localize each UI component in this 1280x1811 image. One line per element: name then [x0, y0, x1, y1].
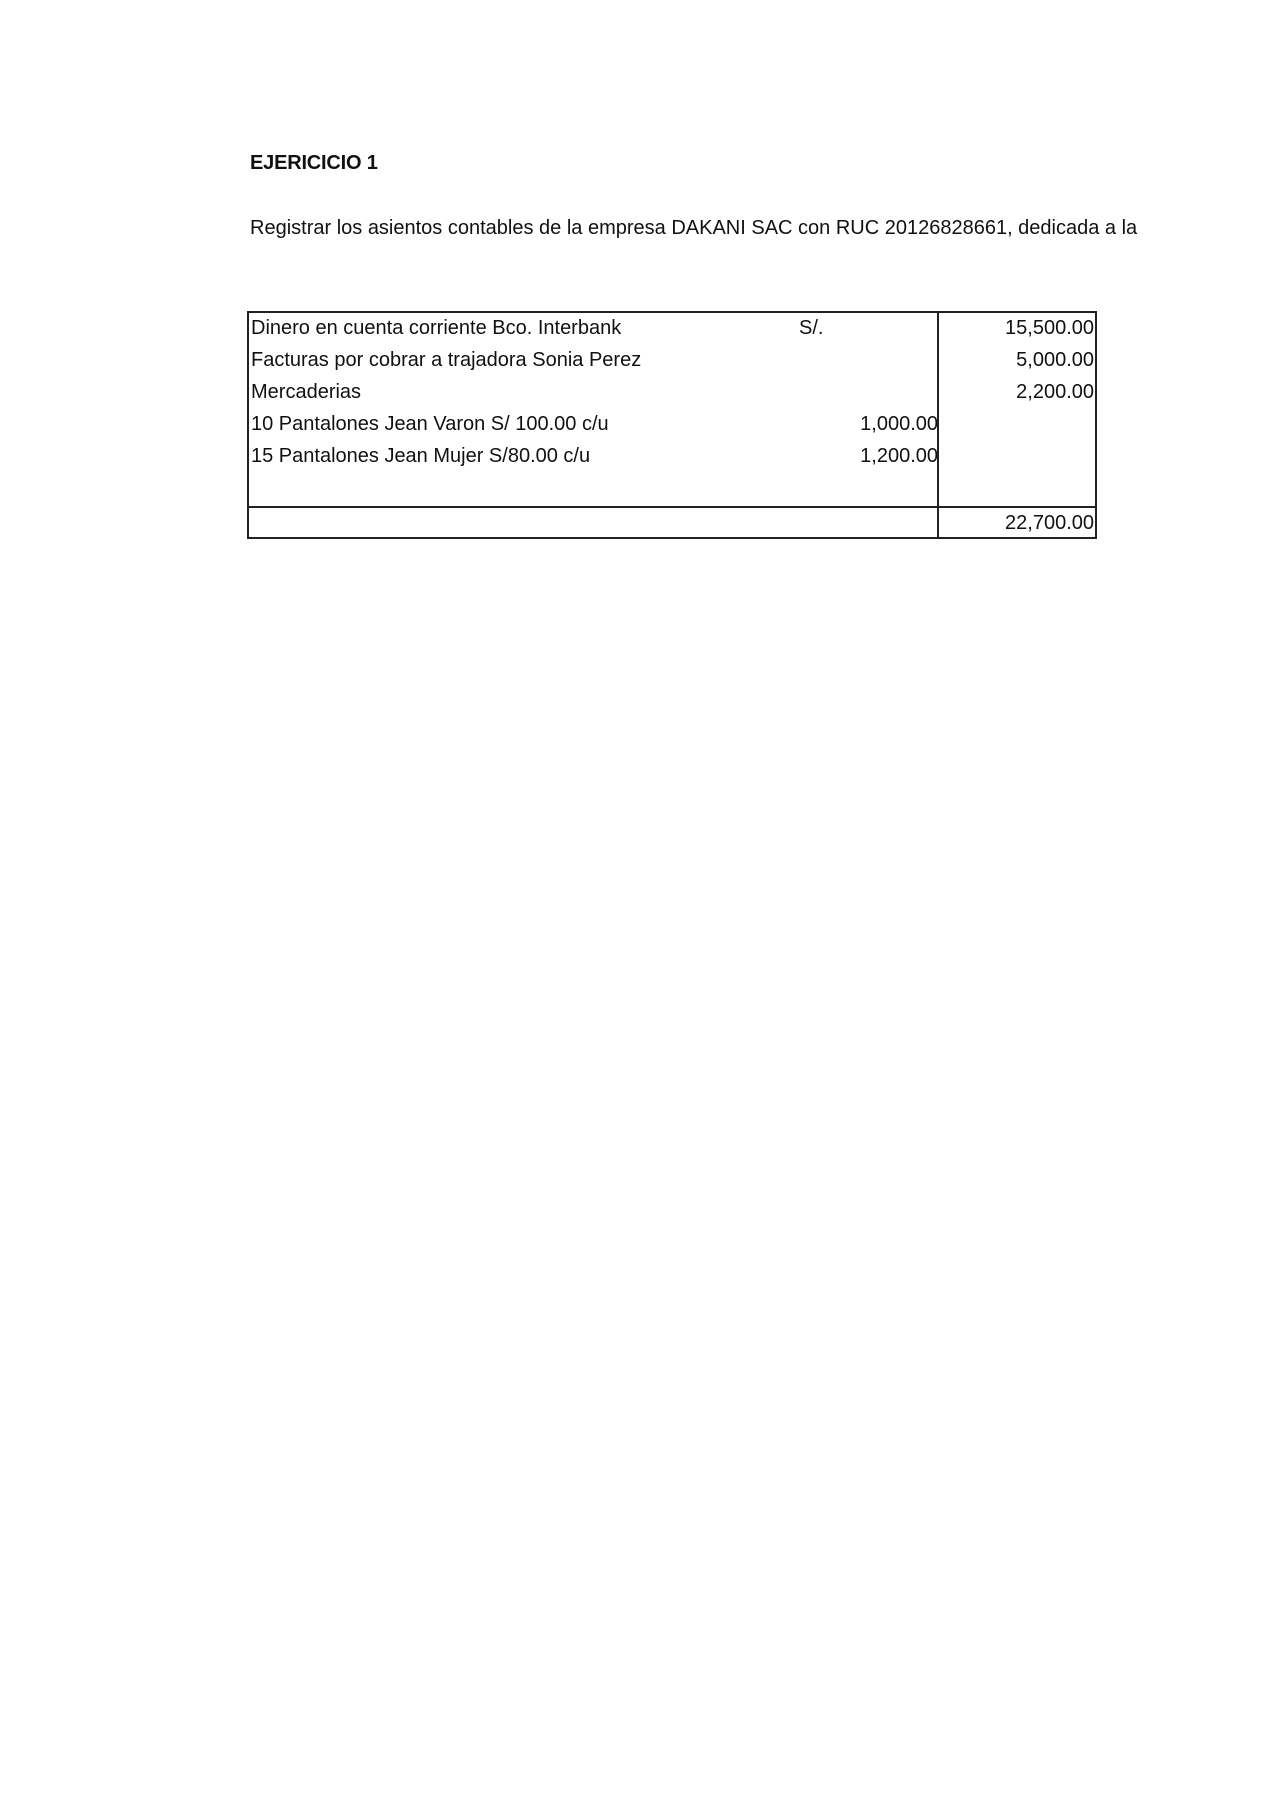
row-description: Dinero en cuenta corriente Bco. Interbank — [251, 317, 622, 339]
row-amount: 2,200.00 — [1016, 381, 1094, 403]
row-description: 10 Pantalones Jean Varon S/ 100.00 c/u — [251, 413, 609, 435]
row-description: Mercaderias — [251, 381, 362, 403]
row-subtotal: 1,000.00 — [860, 413, 938, 435]
row-subtotal: 1,200.00 — [860, 445, 938, 467]
total-divider — [249, 506, 1095, 508]
row-description: Facturas por cobrar a trajadora Sonia Perez — [251, 349, 642, 371]
total-amount: 22,700.00 — [1005, 512, 1094, 534]
exercise-title: EJERICICIO 1 — [250, 152, 378, 174]
inventory-table — [247, 311, 1097, 539]
row-amount: 15,500.00 — [1005, 317, 1094, 339]
exercise-instructions: Registrar los asientos contables de la empresa DAKANI SAC con RUC 20126828661, dedicada a la — [250, 217, 1138, 239]
currency-symbol: S/. — [799, 317, 824, 339]
row-amount: 5,000.00 — [1016, 349, 1094, 371]
row-description: 15 Pantalones Jean Mujer S/80.00 c/u — [251, 445, 591, 467]
